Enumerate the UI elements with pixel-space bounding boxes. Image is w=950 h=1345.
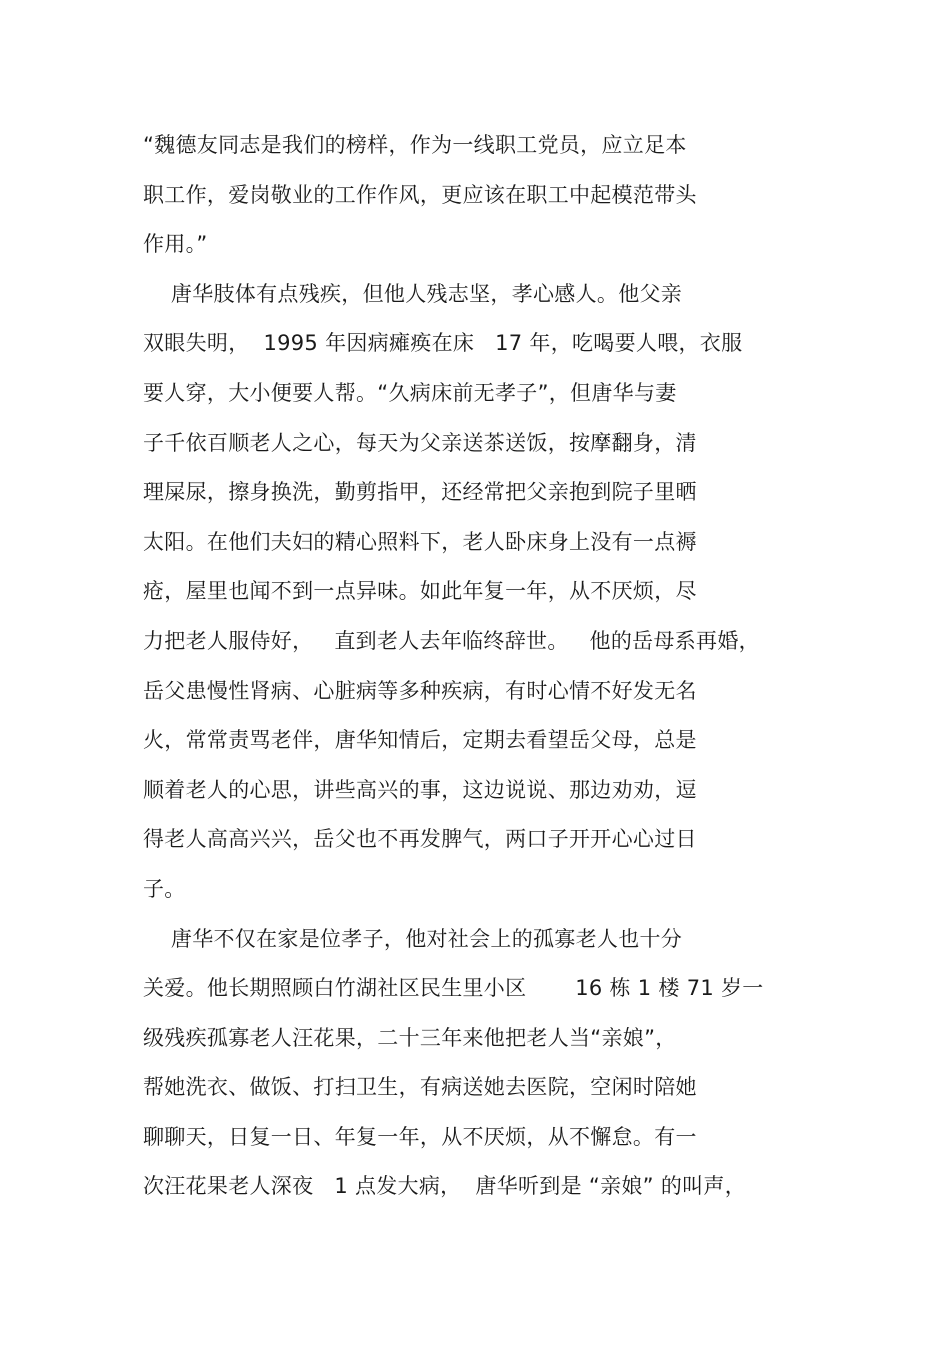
text-line: 职工作，爱岗敬业的工作作风，更应该在职工中起模范带头 xyxy=(143,182,697,207)
text-line: 火，常常责骂老伴，唐华知情后，定期去看望岳父母，总是 xyxy=(143,728,697,753)
text-line: 力把老人服侍好， 直到老人去年临终辞世。 他的岳母系再婚， xyxy=(143,628,760,653)
text-line: 理屎尿，擦身换洗，勤剪指甲，还经常把父亲抱到院子里晒 xyxy=(143,480,697,505)
text-line: 唐华肢体有点残疾，但他人残志坚，孝心感人。他父亲 xyxy=(143,281,683,306)
text-line: 聊聊天，日复一日、年复一年，从不厌烦，从不懈怠。有一 xyxy=(143,1124,697,1149)
text-line: 子千依百顺老人之心，每天为父亲送茶送饭，按摩翻身，清 xyxy=(143,430,697,455)
text-line: 双眼失明， 1995 年因病瘫痪在床 17 年，吃喝要人喂，衣服 xyxy=(143,331,743,356)
text-line: 得老人高高兴兴，岳父也不再发脾气，两口子开开心心过日 xyxy=(143,827,697,852)
text-line: “魏德友同志是我们的榜样，作为一线职工党员，应立足本 xyxy=(143,133,687,157)
body-text xyxy=(143,121,823,1212)
text-line: 太阳。在他们夫妇的精心照料下，老人卧床身上没有一点褥 xyxy=(143,529,697,554)
text-line: 帮她洗衣、做饭、打扫卫生，有病送她去医院，空闲时陪她 xyxy=(143,1075,697,1100)
text-line: 唐华不仅在家是位孝子，他对社会上的孤寡老人也十分 xyxy=(143,926,683,951)
text-line: 岳父患慢性肾病、心脏病等多种疾病，有时心情不好发无名 xyxy=(143,678,697,703)
text-line: 作用。” xyxy=(143,232,208,257)
text-line: 顺着老人的心思，讲些高兴的事，这边说说、那边劝劝，逗 xyxy=(143,777,697,802)
text-line: 关爱。他长期照顾白竹湖社区民生里小区 16 栋 1 楼 71 岁一 xyxy=(143,976,764,1001)
text-line: 要人穿，大小便要人帮。“久病床前无孝子”，但唐华与妻 xyxy=(143,380,677,405)
text-line: 子。 xyxy=(143,876,186,901)
text-line: 级残疾孤寡老人汪花果，二十三年来他把老人当“亲娘”， xyxy=(143,1025,677,1050)
text-line: 次汪花果老人深夜 1 点发大病， 唐华听到是 “亲娘” 的叫声， xyxy=(143,1174,747,1199)
text-line: 疮，屋里也闻不到一点异味。如此年复一年，从不厌烦，尽 xyxy=(143,579,697,604)
